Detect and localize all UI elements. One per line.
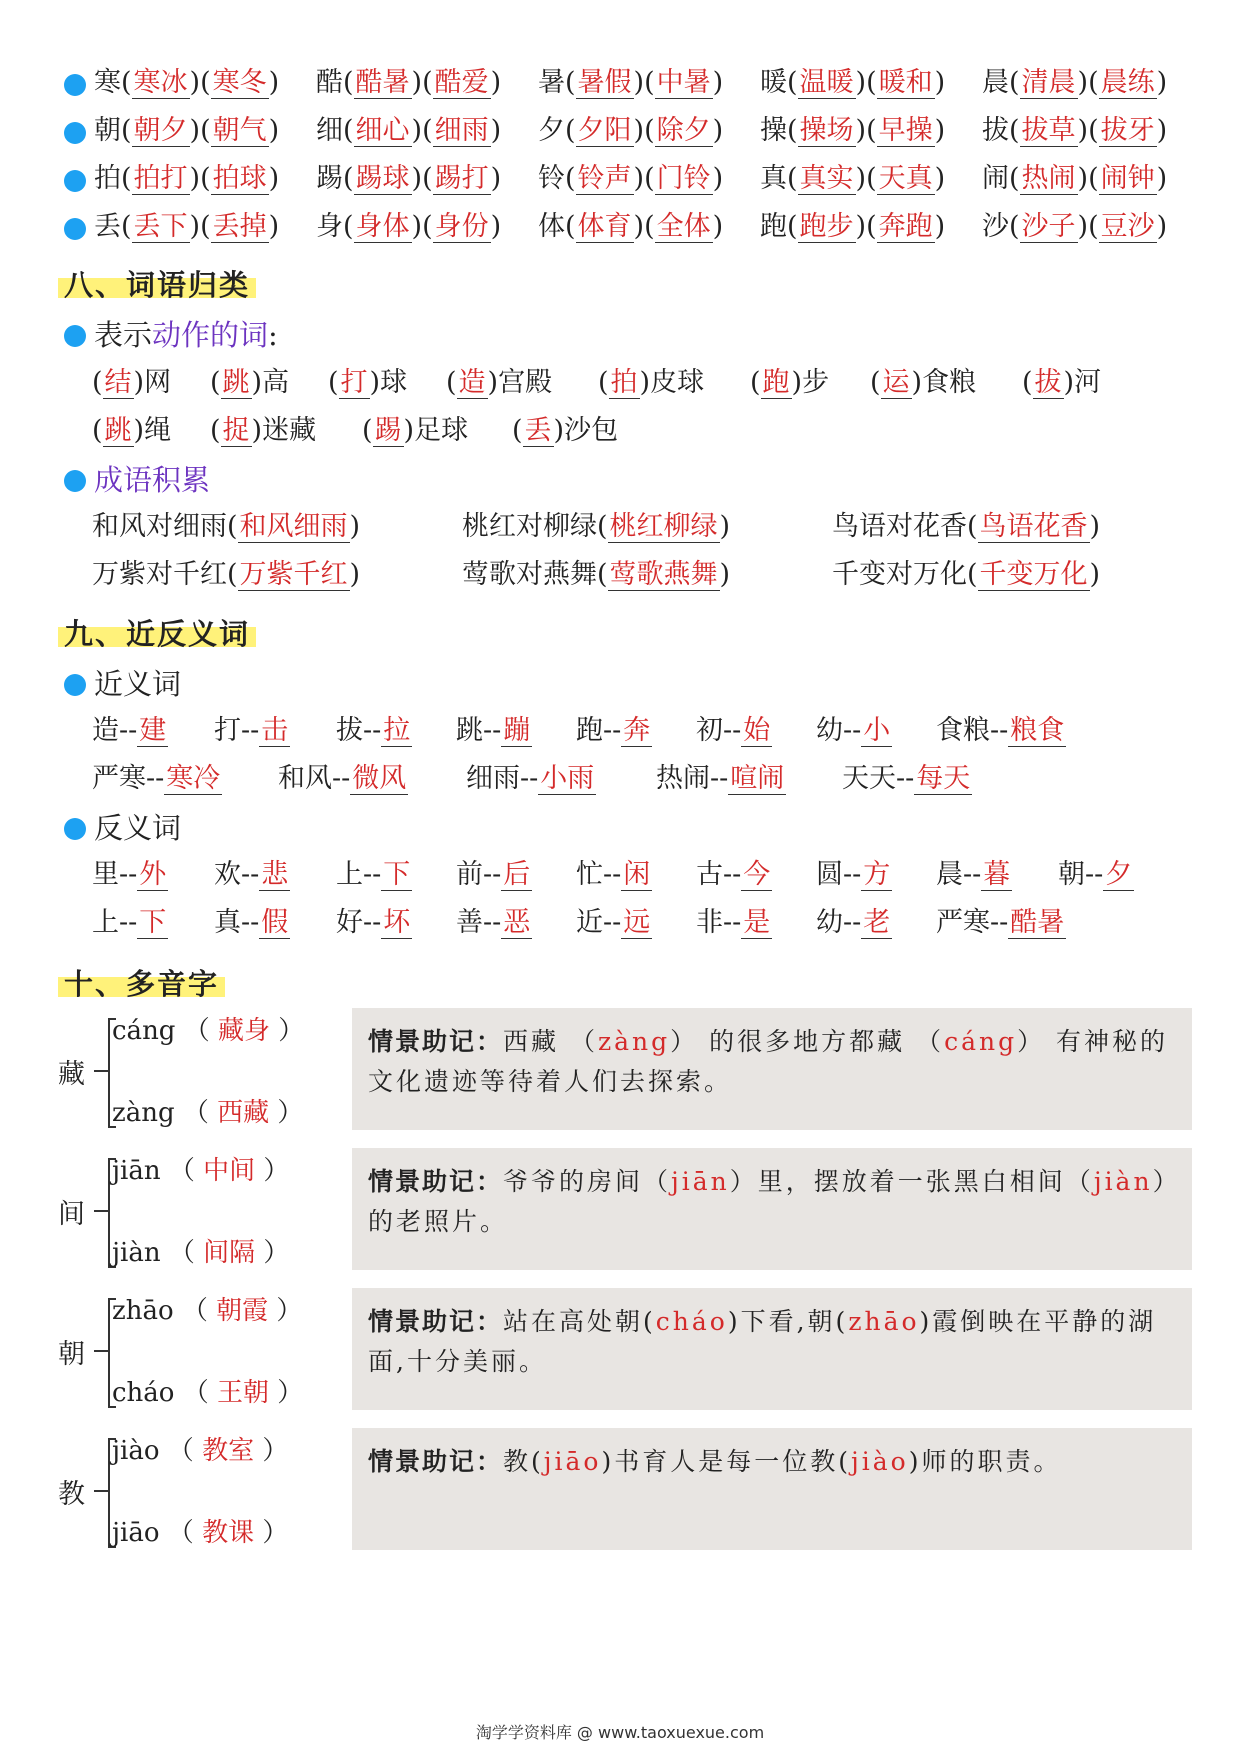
- action-phrase: (打)球: [328, 367, 408, 398]
- pinyin-reading: jiàn （ 间隔 ）: [112, 1238, 290, 1268]
- mnemonic-text: 站在高处朝(cháo)下看,朝(zhāo)霞倒映在平静的湖面,十分美丽。: [368, 1307, 1157, 1376]
- answer-word: 恶: [503, 907, 531, 938]
- pair-word: 天天: [842, 763, 896, 794]
- answer-word: 踢球: [355, 163, 410, 194]
- word-group: 拔(拔草)(拔牙): [982, 115, 1168, 146]
- action-phrase: (造)宫殿: [446, 367, 553, 398]
- pinyin: jiān: [112, 1156, 161, 1186]
- answer-word: 每天: [916, 763, 971, 794]
- pinyin-reading: jiān （ 中间 ）: [112, 1156, 290, 1186]
- polyphone-char: 教: [58, 1479, 85, 1510]
- answer-word: 微风: [352, 763, 407, 794]
- answer-word: 运: [882, 367, 910, 398]
- phrase-rest: 网: [144, 367, 172, 398]
- pair-word: 细雨: [466, 763, 520, 794]
- footer-source: 淘学学资料库 @ www.taoxuexue.com: [475, 1723, 765, 1742]
- word-group: 暖(温暖)(暖和): [760, 67, 946, 98]
- answer-word: 击: [261, 715, 289, 746]
- word-group: 身(身体)(身份): [316, 211, 502, 242]
- word-group: 酷(酷暑)(酷爱): [316, 67, 502, 98]
- pair-word: 上: [92, 907, 119, 938]
- phrase-rest: 步: [802, 367, 830, 398]
- section8-heading: 八、词语归类: [58, 263, 256, 304]
- word-group: 闹(热闹)(闹钟): [982, 163, 1168, 194]
- answer-word: 晨练: [1100, 67, 1155, 98]
- example-word: 王朝: [217, 1378, 270, 1408]
- word-group: 暑(暑假)(中暑): [538, 67, 724, 98]
- idiom-pair: 桃红对柳绿(桃红柳绿): [462, 511, 731, 542]
- antonym-pair: 上--下: [336, 859, 411, 890]
- answer-word: 远: [623, 907, 651, 938]
- synonym-pair: 天天--每天: [842, 763, 971, 794]
- answer-word: 丢下: [133, 211, 188, 242]
- mnemonic-label: 情景助记：: [368, 1167, 504, 1196]
- pair-word: 造: [92, 715, 119, 746]
- antonym-pair: 非--是: [696, 907, 771, 938]
- answer-word: 奔跑: [878, 211, 933, 242]
- action-phrase: (跳)高: [210, 367, 290, 398]
- base-char: 铃: [538, 163, 565, 194]
- answer-word: 建: [139, 715, 167, 746]
- answer-word: 后: [503, 859, 531, 890]
- answer-word: 拍打: [133, 163, 188, 194]
- answer-word: 门铃: [656, 163, 711, 194]
- antonym-pair: 忙--闲: [576, 859, 651, 890]
- brace-tick: [94, 1350, 108, 1352]
- phrase-rest: 河: [1074, 367, 1102, 398]
- answer-word: 千变万化: [979, 559, 1088, 590]
- synonym-pair: 幼--小: [816, 715, 891, 746]
- word-group: 朝(朝夕)(朝气): [94, 115, 280, 146]
- word-group: 操(操场)(早操): [760, 115, 946, 146]
- example-word: 中间: [203, 1156, 256, 1186]
- answer-word: 寒冰: [133, 67, 188, 98]
- answer-word: 拉: [383, 715, 411, 746]
- base-char: 酷: [316, 67, 343, 98]
- answer-word: 老: [863, 907, 891, 938]
- answer-word: 朝夕: [133, 115, 188, 146]
- pair-word: 好: [336, 907, 363, 938]
- answer-word: 踢打: [434, 163, 489, 194]
- answer-word: 奔: [623, 715, 651, 746]
- base-char: 沙: [982, 211, 1009, 242]
- answer-word: 全体: [656, 211, 711, 242]
- antonym-pair: 上--下: [92, 907, 167, 938]
- answer-word: 酷爱: [434, 67, 489, 98]
- pinyin-hint: jiān: [671, 1167, 730, 1196]
- action-phrase: (跑)步: [750, 367, 830, 398]
- answer-word: 操场: [799, 115, 854, 146]
- idiom-prompt: 万紫对千红: [92, 559, 227, 590]
- word-group: 铃(铃声)(门铃): [538, 163, 724, 194]
- antonym-pair: 圆--方: [816, 859, 891, 890]
- answer-word: 细雨: [434, 115, 489, 146]
- pinyin-hint: jiàn: [1093, 1167, 1153, 1196]
- phrase-rest: 迷藏: [262, 415, 317, 446]
- action-phrase: (踢)足球: [362, 415, 469, 446]
- synonym-pair: 跳--蹦: [456, 715, 531, 746]
- synonym-pair: 细雨--小雨: [466, 763, 595, 794]
- answer-word: 铃声: [577, 163, 632, 194]
- mnemonic-box: [352, 1428, 1192, 1550]
- answer-word: 小雨: [540, 763, 595, 794]
- bullet-icon: [64, 325, 86, 347]
- answer-word: 酷暑: [1010, 907, 1065, 938]
- section10-heading: 十、多音字: [58, 962, 225, 1003]
- answer-word: 拔牙: [1100, 115, 1155, 146]
- pinyin-reading: zàng （ 西藏 ）: [112, 1098, 304, 1128]
- pinyin: zhāo: [112, 1296, 174, 1326]
- pair-word: 跑: [576, 715, 603, 746]
- example-word: 藏身: [217, 1016, 270, 1046]
- base-char: 暑: [538, 67, 565, 98]
- phrase-rest: 食粮: [922, 367, 977, 398]
- mnemonic-label: 情景助记：: [368, 1307, 504, 1336]
- answer-word: 粮食: [1010, 715, 1065, 746]
- pair-word: 朝: [1058, 859, 1085, 890]
- answer-word: 捉: [222, 415, 250, 446]
- antonym-pair: 里--外: [92, 859, 167, 890]
- pinyin-hint: jiào: [851, 1447, 909, 1476]
- pair-word: 古: [696, 859, 723, 890]
- example-word: 教室: [202, 1436, 255, 1466]
- pair-word: 真: [214, 907, 241, 938]
- pair-word: 晨: [936, 859, 963, 890]
- answer-word: 打: [340, 367, 368, 398]
- pair-word: 幼: [816, 907, 843, 938]
- antonym-pair: 朝--夕: [1058, 859, 1133, 890]
- synonym-pair: 热闹--喧闹: [656, 763, 785, 794]
- action-phrase: (跳)绳: [92, 415, 172, 446]
- answer-word: 跳: [104, 415, 132, 446]
- pair-word: 严寒: [936, 907, 990, 938]
- idiom-prompt: 千变对万化: [832, 559, 967, 590]
- antonym-pair: 古--今: [696, 859, 771, 890]
- base-char: 暖: [760, 67, 787, 98]
- word-group: 拍(拍打)(拍球): [94, 163, 280, 194]
- example-word: 朝霞: [216, 1296, 269, 1326]
- answer-word: 丢掉: [212, 211, 267, 242]
- antonym-pair: 前--后: [456, 859, 531, 890]
- mnemonic-box: [352, 1008, 1192, 1130]
- base-char: 寒: [94, 67, 121, 98]
- answer-word: 今: [743, 859, 771, 890]
- answer-word: 踢: [374, 415, 402, 446]
- pair-word: 忙: [576, 859, 603, 890]
- base-char: 拍: [94, 163, 121, 194]
- word-group: 晨(清晨)(晨练): [982, 67, 1168, 98]
- answer-word: 闲: [623, 859, 651, 890]
- pinyin-reading: cáng （ 藏身 ）: [112, 1016, 305, 1046]
- answer-word: 身份: [434, 211, 489, 242]
- pair-word: 幼: [816, 715, 843, 746]
- idiom-pair: 和风对细雨(和风细雨): [92, 511, 361, 542]
- idiom-prompt: 桃红对柳绿: [462, 511, 597, 542]
- answer-word: 除夕: [656, 115, 711, 146]
- answer-word: 外: [139, 859, 167, 890]
- idiom-pair: 万紫对千红(万紫千红): [92, 559, 361, 590]
- answer-word: 跳: [222, 367, 250, 398]
- base-char: 丢: [94, 211, 121, 242]
- answer-word: 温暖: [799, 67, 854, 98]
- polyphone-char: 间: [58, 1199, 85, 1230]
- answer-word: 真实: [799, 163, 854, 194]
- phrase-rest: 宫殿: [498, 367, 553, 398]
- word-group: 跑(跑步)(奔跑): [760, 211, 946, 242]
- brace-tick: [94, 1070, 108, 1072]
- pair-word: 跳: [456, 715, 483, 746]
- idiom-pair: 莺歌对燕舞(莺歌燕舞): [462, 559, 731, 590]
- pair-word: 非: [696, 907, 723, 938]
- word-group: 真(真实)(天真): [760, 163, 946, 194]
- base-char: 踢: [316, 163, 343, 194]
- mnemonic-box: [352, 1148, 1192, 1270]
- word-group: 细(细心)(细雨): [316, 115, 502, 146]
- mnemonic-label: 情景助记：: [368, 1027, 504, 1056]
- pinyin-reading: cháo （ 王朝 ）: [112, 1378, 304, 1408]
- idiom-prompt: 莺歌对燕舞: [462, 559, 597, 590]
- base-char: 真: [760, 163, 787, 194]
- idiom-prompt: 鸟语对花香: [832, 511, 967, 542]
- word-group: 体(体育)(全体): [538, 211, 724, 242]
- answer-word: 中暑: [656, 67, 711, 98]
- antonym-pair: 欢--悲: [214, 859, 289, 890]
- pinyin: cháo: [112, 1378, 175, 1408]
- action-phrase: (捉)迷藏: [210, 415, 317, 446]
- word-group: 夕(夕阳)(除夕): [538, 115, 724, 146]
- action-phrase: (运)食粮: [870, 367, 977, 398]
- answer-word: 暖和: [878, 67, 933, 98]
- pinyin-hint: zàng: [597, 1027, 671, 1056]
- answer-word: 清晨: [1021, 67, 1076, 98]
- action-phrase: (丢)沙包: [512, 415, 619, 446]
- pair-word: 前: [456, 859, 483, 890]
- phrase-rest: 皮球: [650, 367, 705, 398]
- pinyin-reading: zhāo （ 朝霞 ）: [112, 1296, 303, 1326]
- answer-word: 丢: [524, 415, 552, 446]
- answer-word: 跑步: [799, 211, 854, 242]
- answer-word: 造: [458, 367, 486, 398]
- phrase-rest: 沙包: [564, 415, 619, 446]
- action-phrase: (拔)河: [1022, 367, 1102, 398]
- pair-word: 打: [214, 715, 241, 746]
- mnemonic-label: 情景助记：: [368, 1447, 504, 1476]
- pair-word: 善: [456, 907, 483, 938]
- antonym-pair: 真--假: [214, 907, 289, 938]
- bullet-icon: [64, 674, 86, 696]
- pinyin: zàng: [112, 1098, 175, 1128]
- bullet-icon: [64, 818, 86, 840]
- antonym-pair: 严寒--酷暑: [936, 907, 1065, 938]
- answer-word: 拔: [1034, 367, 1062, 398]
- answer-word: 拔草: [1021, 115, 1076, 146]
- answer-word: 下: [139, 907, 167, 938]
- answer-word: 始: [743, 715, 771, 746]
- bullet-icon: [64, 470, 86, 492]
- pair-word: 里: [92, 859, 119, 890]
- synonym-pair: 跑--奔: [576, 715, 651, 746]
- antonym-pair: 晨--暮: [936, 859, 1011, 890]
- pair-word: 圆: [816, 859, 843, 890]
- answer-word: 方: [863, 859, 891, 890]
- answer-word: 暑假: [577, 67, 632, 98]
- example-word: 西藏: [217, 1098, 270, 1128]
- word-group: 丢(丢下)(丢掉): [94, 211, 280, 242]
- answer-word: 结: [104, 367, 132, 398]
- pair-word: 热闹: [656, 763, 710, 794]
- action-phrase: (拍)皮球: [598, 367, 705, 398]
- antonym-pair: 幼--老: [816, 907, 891, 938]
- base-char: 跑: [760, 211, 787, 242]
- pair-word: 严寒: [92, 763, 146, 794]
- answer-word: 身体: [355, 211, 410, 242]
- answer-word: 早操: [878, 115, 933, 146]
- pinyin: jiàn: [112, 1238, 161, 1268]
- synonym-pair: 严寒--寒冷: [92, 763, 221, 794]
- pair-word: 上: [336, 859, 363, 890]
- pinyin: jiào: [112, 1436, 160, 1466]
- answer-word: 体育: [577, 211, 632, 242]
- phrase-rest: 绳: [144, 415, 172, 446]
- pinyin-hint: zhāo: [848, 1307, 920, 1336]
- answer-word: 和风细雨: [239, 511, 348, 542]
- mnemonic-text: 教(jiāo)书育人是每一位教(jiào)师的职责。: [503, 1447, 1062, 1476]
- example-word: 教课: [202, 1518, 255, 1548]
- answer-word: 坏: [383, 907, 411, 938]
- base-char: 夕: [538, 115, 565, 146]
- phrase-rest: 足球: [414, 415, 469, 446]
- answer-word: 热闹: [1021, 163, 1076, 194]
- synonym-pair: 和风--微风: [278, 763, 407, 794]
- polyphone-char: 藏: [58, 1059, 85, 1090]
- pair-word: 食粮: [936, 715, 990, 746]
- brace-tick: [94, 1490, 108, 1492]
- section9-heading: 九、近反义词: [58, 612, 256, 653]
- mnemonic-text: 西藏 （zàng） 的很多地方都藏 （cáng） 有神秘的文化遗迹等待着人们去探索。: [368, 1027, 1169, 1096]
- answer-word: 下: [383, 859, 411, 890]
- base-char: 操: [760, 115, 787, 146]
- word-group: 踢(踢球)(踢打): [316, 163, 502, 194]
- base-char: 闹: [982, 163, 1009, 194]
- idiom-label: 成语积累: [94, 463, 211, 497]
- answer-word: 蹦: [503, 715, 531, 746]
- bullet-icon: [64, 170, 86, 192]
- answer-word: 拍球: [212, 163, 267, 194]
- base-char: 身: [316, 211, 343, 242]
- base-char: 体: [538, 211, 565, 242]
- phrase-rest: 高: [262, 367, 290, 398]
- answer-word: 拍: [610, 367, 638, 398]
- antonym-pair: 好--坏: [336, 907, 411, 938]
- answer-word: 桃红柳绿: [609, 511, 718, 542]
- synonym-pair: 拔--拉: [336, 715, 411, 746]
- synonym-pair: 食粮--粮食: [936, 715, 1065, 746]
- answer-word: 朝气: [212, 115, 267, 146]
- idiom-pair: 千变对万化(千变万化): [832, 559, 1101, 590]
- idiom-pair: 鸟语对花香(鸟语花香): [832, 511, 1101, 542]
- pinyin: cáng: [112, 1016, 176, 1046]
- answer-word: 闹钟: [1100, 163, 1155, 194]
- example-word: 间隔: [203, 1238, 256, 1268]
- answer-word: 小: [863, 715, 891, 746]
- answer-word: 莺歌燕舞: [609, 559, 718, 590]
- action-phrase: (结)网: [92, 367, 172, 398]
- base-char: 拔: [982, 115, 1009, 146]
- answer-word: 寒冬: [212, 67, 267, 98]
- pinyin-hint: cáng: [944, 1027, 1018, 1056]
- synonym-pair: 造--建: [92, 715, 167, 746]
- answer-word: 鸟语花香: [979, 511, 1088, 542]
- answer-word: 暮: [983, 859, 1011, 890]
- action-words-label: 表示动作的词:: [94, 318, 278, 352]
- base-char: 细: [316, 115, 343, 146]
- answer-word: 夕阳: [577, 115, 632, 146]
- answer-word: 细心: [355, 115, 410, 146]
- brace-tick: [94, 1210, 108, 1212]
- answer-word: 酷暑: [355, 67, 410, 98]
- base-char: 晨: [982, 67, 1009, 98]
- answer-word: 豆沙: [1100, 211, 1155, 242]
- answer-word: 沙子: [1021, 211, 1076, 242]
- answer-word: 是: [743, 907, 771, 938]
- antonym-pair: 善--恶: [456, 907, 531, 938]
- antonym-pair: 近--远: [576, 907, 651, 938]
- synonym-pair: 初--始: [696, 715, 771, 746]
- answer-word: 悲: [261, 859, 289, 890]
- pinyin-hint: jiāo: [543, 1447, 602, 1476]
- bullet-icon: [64, 122, 86, 144]
- pinyin-reading: jiào （ 教室 ）: [112, 1436, 289, 1466]
- answer-word: 万紫千红: [239, 559, 348, 590]
- mnemonic-text: 爷爷的房间（jiān）里，摆放着一张黑白相间（jiàn）的老照片。: [368, 1167, 1169, 1236]
- answer-word: 喧闹: [730, 763, 785, 794]
- answer-word: 假: [261, 907, 289, 938]
- polyphone-char: 朝: [58, 1339, 85, 1370]
- idiom-prompt: 和风对细雨: [92, 511, 227, 542]
- mnemonic-box: [352, 1288, 1192, 1410]
- synonym-pair: 打--击: [214, 715, 289, 746]
- phrase-rest: 球: [380, 367, 408, 398]
- word-group: 沙(沙子)(豆沙): [982, 211, 1168, 242]
- base-char: 朝: [94, 115, 121, 146]
- answer-word: 夕: [1105, 859, 1133, 890]
- answer-word: 跑: [762, 367, 790, 398]
- word-group: 寒(寒冰)(寒冬): [94, 67, 280, 98]
- pair-word: 和风: [278, 763, 332, 794]
- answer-word: 天真: [878, 163, 933, 194]
- bullet-icon: [64, 74, 86, 96]
- answer-word: 寒冷: [166, 763, 221, 794]
- pinyin-reading: jiāo （ 教课 ）: [112, 1518, 289, 1548]
- synonym-label: 近义词: [94, 667, 182, 701]
- pinyin-hint: cháo: [655, 1307, 728, 1336]
- pair-word: 近: [576, 907, 603, 938]
- pair-word: 初: [696, 715, 723, 746]
- pair-word: 拔: [336, 715, 363, 746]
- pinyin: jiāo: [112, 1518, 160, 1548]
- antonym-label: 反义词: [94, 811, 182, 845]
- bullet-icon: [64, 218, 86, 240]
- pair-word: 欢: [214, 859, 241, 890]
